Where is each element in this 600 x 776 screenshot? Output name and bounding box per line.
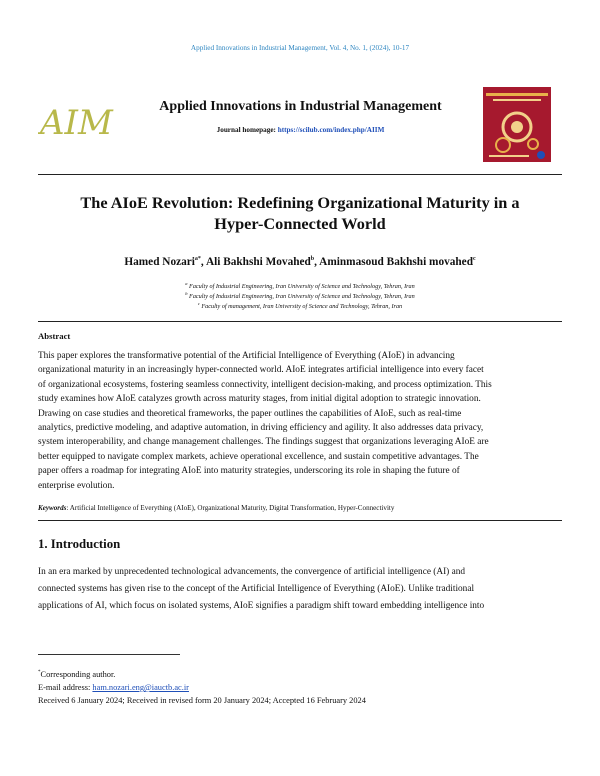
abstract-line: organizational maturity in an increasingly hyper-connected world. AIoE integrates artificial intelligence into every facet	[38, 365, 484, 376]
abstract-heading: Abstract	[38, 331, 71, 341]
paper-title	[40, 192, 560, 234]
abstract-line: This paper explores the transformative potential of the Artificial Intelligence of Everything (AIoE) in advancing	[38, 351, 455, 361]
abstract-line: system interoperability, and change management challenges. The findings suggest that organizations leveraging AIoE are	[38, 437, 489, 448]
affiliation	[40, 291, 560, 300]
keywords-label: Keywords	[38, 504, 67, 512]
paper-title-line: Hyper-Connected World	[214, 214, 386, 233]
author-list	[40, 256, 560, 268]
affiliation-text: Faculty of Industrial Engineering, Iran University of Science and Technology, Tehran, Iran	[189, 293, 415, 301]
received-dates: Received 6 January 2024; Received in revised form 20 January 2024; Accepted 16 February 2024	[38, 696, 366, 705]
journal-title: Applied Innovations in Industrial Management	[159, 99, 442, 114]
corresponding-text: Corresponding author.	[40, 670, 116, 679]
running-header: Applied Innovations in Industrial Management, Vol. 4, No. 1, (2024), 10-17	[190, 44, 410, 52]
author-name: Hamed Nozari	[124, 256, 195, 268]
email-link[interactable]: ham.nozari.eng@iauctb.ac.ir	[92, 683, 189, 692]
abstract-line: enterprise evolution.	[38, 480, 115, 491]
abstract-line: study examines how AIoE catalyzes growth across maturity stages, from initial digital adoption to strategic innovation.	[38, 394, 481, 405]
intro-line: applications of AI, which focus on isolated systems, AIoE signifies a paradigm shift toward embedding intelligence into	[38, 601, 485, 611]
affiliation-text: Faculty of Industrial Engineering, Iran University of Science and Technology, Tehran, Iran	[189, 283, 415, 291]
affiliation-sup: b	[185, 291, 188, 296]
author-sup: b	[310, 256, 315, 263]
footnote-rule	[38, 654, 180, 655]
email-label: E-mail address:	[38, 683, 93, 692]
affiliation	[40, 281, 560, 290]
homepage-label: Journal homepage:	[216, 126, 276, 134]
intro-line: connected systems has given rise to the concept of the Artificial Intelligence of Everything (AIoE). Unlike traditional	[38, 584, 475, 594]
journal-homepage	[148, 126, 453, 134]
header-rule	[38, 174, 562, 175]
affiliation-sup: a	[185, 281, 188, 286]
abstract-top-rule	[38, 321, 562, 322]
keywords	[38, 504, 562, 512]
author-name: Aminmasoud Bakhshi movahed	[319, 256, 473, 268]
section-heading-introduction: 1. Introduction	[38, 537, 121, 551]
paper-title-line: The AIoE Revolution: Redefining Organizational Maturity in a	[80, 193, 520, 212]
abstract-line: paper offers a roadmap for integrating AIoE into maturity strategies, underscoring its role in shaping the future of	[38, 466, 460, 477]
abstract-body	[38, 349, 562, 493]
journal-logo-text: AIM	[40, 103, 113, 143]
affiliation	[40, 301, 560, 310]
corresponding-note: *Corresponding author.	[38, 670, 116, 679]
abstract-line: analytics, predictive modeling, and adaptive automation, in driving efficiency and agility. It also addresses data privacy,	[38, 423, 484, 434]
keywords-text: : Artificial Intelligence of Everything (AIoE), Organizational Maturity, Digital Transformation, Hyper-Connectivity	[66, 504, 395, 512]
author-sup: a*	[194, 256, 201, 263]
journal-cover-image	[483, 87, 551, 162]
author-name: Ali Bakhshi Movahed	[205, 256, 311, 268]
introduction-body	[38, 564, 562, 615]
intro-line: In an era marked by unprecedented technological advancements, the convergence of artificial intelligence (AI) and	[38, 567, 466, 577]
author-sep: ,	[200, 256, 206, 268]
journal-logo	[38, 96, 120, 144]
abstract-bottom-rule	[38, 520, 562, 521]
author-sep: ,	[314, 256, 320, 268]
abstract-line: Drawing on case studies and theoretical frameworks, the paper outlines the capabilities of AIoE, such as real-time	[38, 408, 462, 419]
affiliation-text: Faculty of management, Iran University of Science and Technology, Tehran, Iran	[201, 303, 403, 311]
email-line	[38, 683, 189, 692]
author-sup: c	[472, 256, 476, 263]
abstract-line: better equipped to navigate complex markets, achieve operational excellence, and sustain competitive advantages. The	[38, 451, 479, 462]
abstract-line: of organizational ecosystems, fostering seamless connectivity, intelligent decision-making, and process optimization. This	[38, 379, 492, 390]
homepage-link[interactable]: https://scilub.com/index.php/AIIM	[277, 126, 385, 134]
affiliation-sup: c	[197, 301, 200, 306]
